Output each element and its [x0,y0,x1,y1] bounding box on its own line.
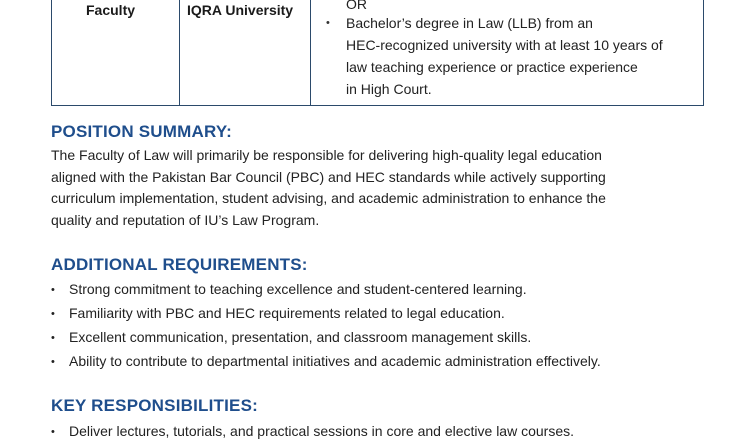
institution-cell: IQRA University [187,2,294,18]
position-summary-text [51,145,711,231]
list-item: • Deliver lectures, tutorials, and practical sessions in core and elective law courses. [51,423,575,439]
list-item: • Ability to contribute to departmental initiatives and academic administration effectively. [51,353,601,369]
bullet-icon: • [51,284,55,296]
bullet-icon: • [51,332,55,344]
list-item: • Strong commitment to teaching excellence and student-centered learning. [51,281,527,297]
requirement-line: law teaching experience or practice experience [346,59,638,75]
summary-line: curriculum implementation, student advising, and academic administration to enhance the [51,190,606,206]
table-column-divider [310,0,311,105]
bullet-icon: • [51,426,55,438]
summary-line: quality and reputation of IU’s Law Program. [51,211,320,228]
bullet-icon: • [51,308,55,320]
list-item: • Excellent communication, presentation, and classroom management skills. [51,329,532,345]
requirement-line: in High Court. [346,81,432,97]
summary-line: The Faculty of Law will primarily be responsible for delivering high-quality legal education [51,147,602,163]
additional-requirements-heading: ADDITIONAL REQUIREMENTS: [51,255,308,274]
requirement-line: HEC-recognized university with at least 10 years of [346,37,663,53]
summary-line: aligned with the Pakistan Bar Council (PBC) and HEC standards while actively supporting [51,168,606,185]
list-item: • Familiarity with PBC and HEC requirements related to legal education. [51,305,505,321]
position-cell: Faculty [86,2,136,18]
position-summary-heading: POSITION SUMMARY: [51,122,232,141]
bullet-icon: • [326,17,330,29]
requirement-line: Bachelor’s degree in Law (LLB) from an [346,15,593,31]
requirement-or: OR [346,0,367,12]
bullet-icon: • [51,356,55,368]
table-column-divider [179,0,180,105]
key-responsibilities-heading: KEY RESPONSIBILITIES: [51,396,258,415]
